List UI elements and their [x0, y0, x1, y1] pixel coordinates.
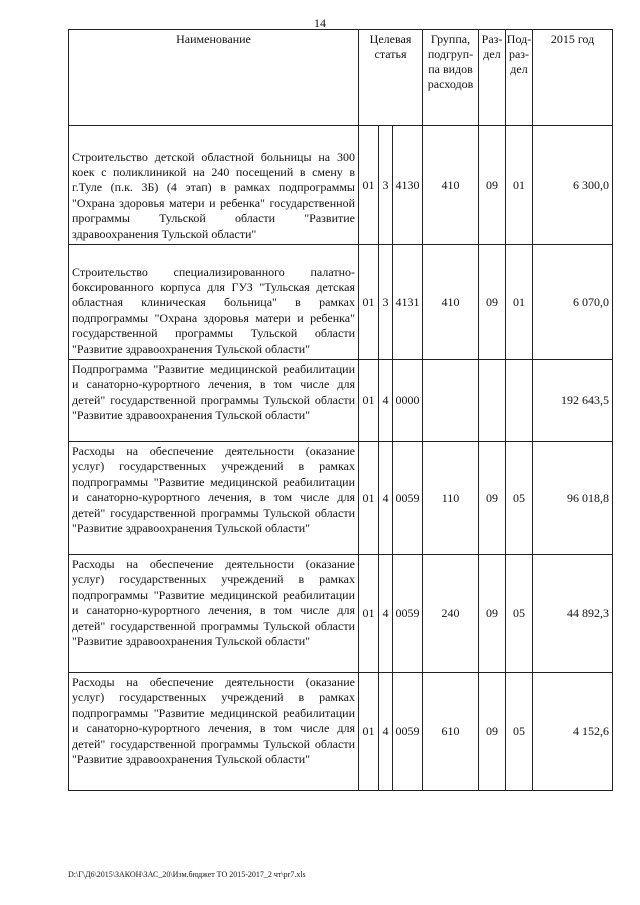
row-article-part2: 4: [379, 555, 393, 673]
page-number: 14: [314, 16, 326, 30]
header-subsection: Под-раз-дел: [506, 30, 533, 126]
row-article-part1: 01: [359, 442, 379, 555]
row-expense-group: [423, 360, 479, 442]
row-expense-group: 610: [423, 673, 479, 791]
table-row: [69, 360, 613, 442]
row-article-part1: 01: [359, 555, 379, 673]
row-expense-group: 240: [423, 555, 479, 673]
row-article-part3: 4130: [393, 126, 423, 245]
row-section: [479, 360, 506, 442]
table-header-row: [69, 30, 613, 126]
table-row: [69, 555, 613, 673]
row-name: Строительство специализированного палатно-боксированного корпуса для ГУЗ "Тульская детская областная клиническая больница" в рамках подпрограммы "Охрана здоровья матери и ребенка" государственной программы Тульской области "Развитие здравоохранения Тульской области": [69, 245, 359, 360]
row-subsection: 05: [506, 673, 533, 791]
header-expense-group: Группа, подгруп-па видов расходов: [423, 30, 479, 126]
row-amount: 44 892,3: [533, 555, 613, 673]
row-article-part3: 0059: [393, 442, 423, 555]
row-article-part3: 0000: [393, 360, 423, 442]
row-amount: 192 643,5: [533, 360, 613, 442]
header-section: Раз-дел: [479, 30, 506, 126]
row-section: 09: [479, 126, 506, 245]
header-year: 2015 год: [533, 30, 613, 126]
row-name: Расходы на обеспечение деятельности (оказание услуг) государственных учреждений в рамках подпрограммы "Развитие медицинской реабилитации и санаторно-курортного лечения, в том числе для детей" государственной программы Тульской области "Развитие здравоохранения Тульской области": [69, 442, 359, 555]
row-article-part3: 0059: [393, 673, 423, 791]
row-article-part2: 4: [379, 673, 393, 791]
header-name: Наименование: [69, 30, 359, 126]
row-article-part2: 4: [379, 442, 393, 555]
row-article-part2: 4: [379, 360, 393, 442]
row-amount: 96 018,8: [533, 442, 613, 555]
row-amount: 6 300,0: [533, 126, 613, 245]
row-article-part1: 01: [359, 360, 379, 442]
row-section: 09: [479, 442, 506, 555]
row-name: Расходы на обеспечение деятельности (оказание услуг) государственных учреждений в рамках подпрограммы "Развитие медицинской реабилитации и санаторно-курортного лечения, в том числе для детей" государственной программы Тульской области "Развитие здравоохранения Тульской области": [69, 555, 359, 673]
row-article-part1: 01: [359, 673, 379, 791]
row-article-part1: 01: [359, 245, 379, 360]
row-subsection: 05: [506, 442, 533, 555]
row-subsection: 01: [506, 245, 533, 360]
header-target-article: Целевая статья: [359, 30, 423, 126]
row-article-part2: 3: [379, 245, 393, 360]
table-row: [69, 442, 613, 555]
row-expense-group: 110: [423, 442, 479, 555]
row-name: Подпрограмма "Развитие медицинской реабилитации и санаторно-курортного лечения, в том числе для детей" государственной программы Тульской области "Развитие здравоохранения Тульской области": [69, 360, 359, 442]
row-name: Строительство детской областной больницы на 300 коек с поликлиникой на 240 посещений в смену в г.Туле (п.к. 3Б) (4 этап) в рамках подпрограммы "Охрана здоровья матери и ребенка" государственной программы Тульской области "Развитие здравоохранения Тульской области": [69, 126, 359, 245]
table-row: [69, 245, 613, 360]
row-article-part2: 3: [379, 126, 393, 245]
row-expense-group: 410: [423, 126, 479, 245]
row-expense-group: 410: [423, 245, 479, 360]
table-row: [69, 126, 613, 245]
row-section: 09: [479, 555, 506, 673]
budget-table: [68, 29, 613, 791]
file-path-footer: D:\Г\Д6\2015\ЗАКОН\ЗАС_20\Изм.бюджет ТО 2015-2017_2 чт\pr7.xls: [68, 870, 306, 879]
row-amount: 4 152,6: [533, 673, 613, 791]
row-section: 09: [479, 673, 506, 791]
row-subsection: 01: [506, 126, 533, 245]
row-section: 09: [479, 245, 506, 360]
row-article-part1: 01: [359, 126, 379, 245]
row-name: Расходы на обеспечение деятельности (оказание услуг) государственных учреждений в рамках подпрограммы "Развитие медицинской реабилитации и санаторно-курортного лечения, в том числе для детей" государственной программы Тульской области "Развитие здравоохранения Тульской области": [69, 673, 359, 791]
row-subsection: 05: [506, 555, 533, 673]
row-amount: 6 070,0: [533, 245, 613, 360]
table-row: [69, 673, 613, 791]
row-article-part3: 4131: [393, 245, 423, 360]
row-article-part3: 0059: [393, 555, 423, 673]
row-subsection: [506, 360, 533, 442]
